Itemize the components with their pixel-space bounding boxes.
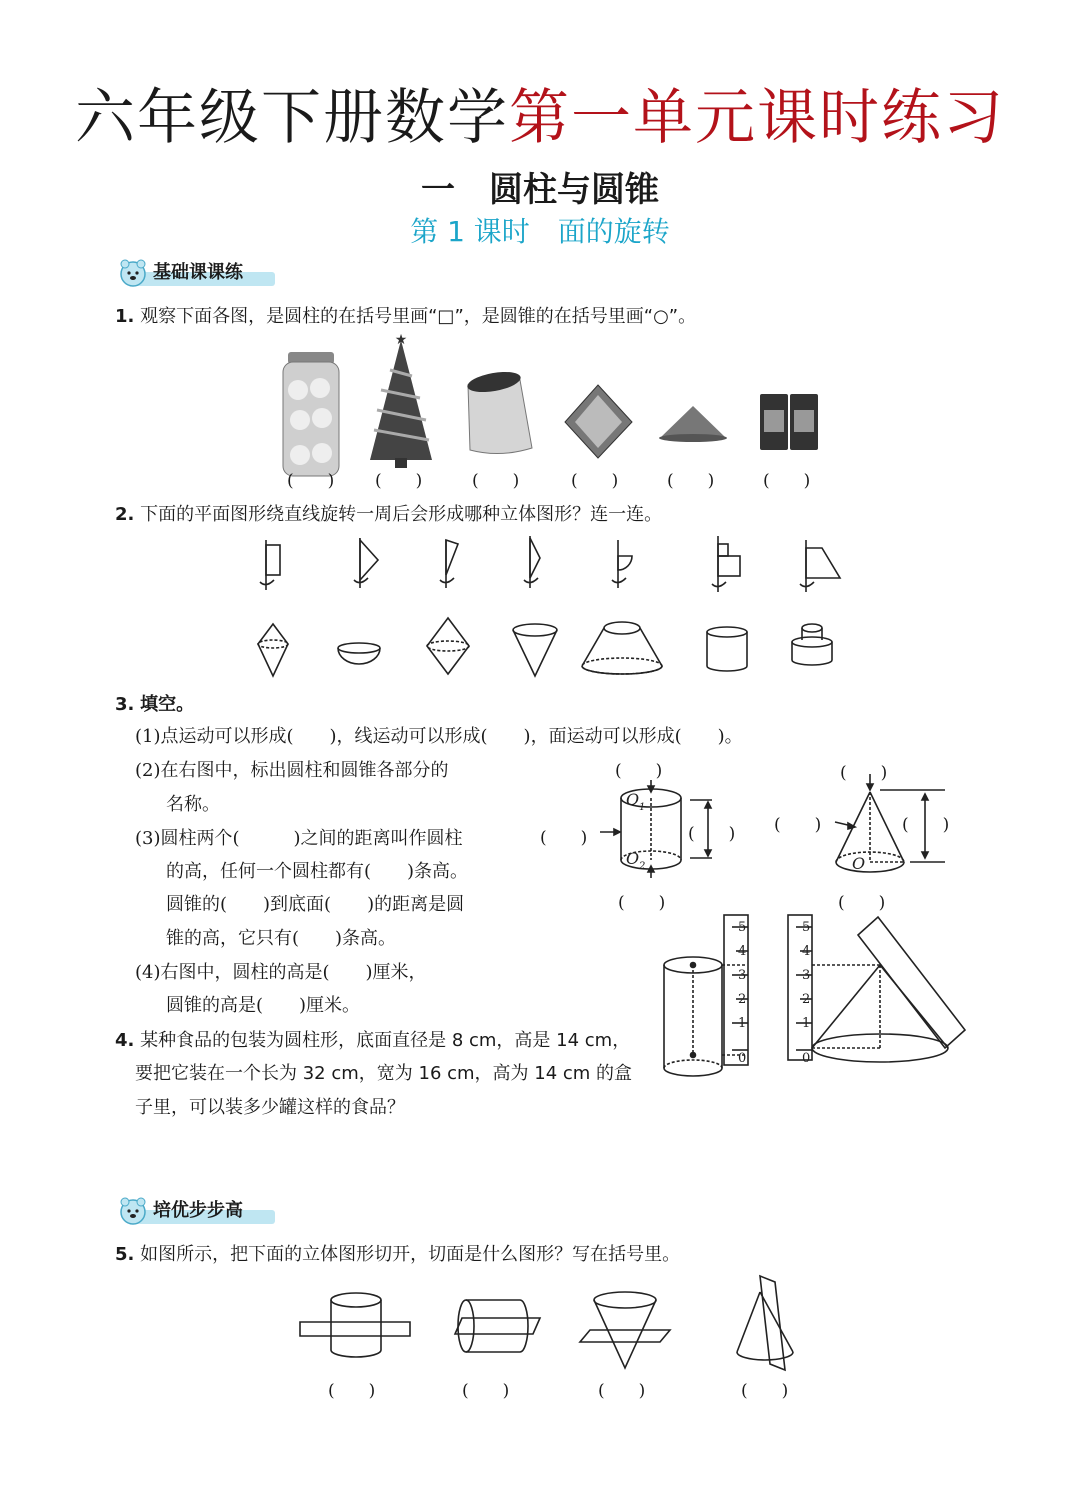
- cone-label-blank-bottom[interactable]: ( ): [838, 893, 886, 913]
- q3-part2-line1: (2)在右图中，标出圆柱和圆锥各部分的: [135, 760, 449, 781]
- ruler1-mark-1: 1: [738, 1016, 747, 1031]
- ruler2-mark-5: 5: [802, 920, 811, 935]
- ruler1-mark-2: 2: [738, 992, 747, 1007]
- cut-cylinder-side: [455, 1300, 540, 1352]
- q1-blank-2[interactable]: ( ): [375, 471, 423, 491]
- q3-number: 3.: [115, 694, 135, 715]
- cone-label-blank-top[interactable]: ( ): [840, 763, 888, 783]
- title-unit-practice: 第一单元课时练习: [509, 83, 1005, 153]
- plane-step: [712, 536, 740, 592]
- ruler2-mark-3: 3: [802, 968, 811, 983]
- q5-prompt: [115, 1240, 680, 1266]
- plane-rectangle: [260, 540, 280, 590]
- q3-part4-line1: (4)右图中，圆柱的高是( )厘米，: [135, 962, 427, 983]
- section-label-basic: 基础课课练: [153, 262, 243, 283]
- q2-figures: [0, 530, 1080, 710]
- section-badge-basic: [115, 258, 285, 288]
- q3-prompt: [115, 690, 194, 716]
- page-title: [0, 70, 1080, 156]
- ruler-cylinder: [724, 915, 748, 1065]
- ruler-slanted: [858, 917, 965, 1048]
- q3-title: 填空。: [140, 694, 195, 715]
- label-o1: O: [626, 790, 640, 809]
- plane-triangle-left: [440, 540, 458, 588]
- ruler1-mark-0: 0: [738, 1051, 747, 1066]
- ruler2-mark-4: 4: [802, 944, 811, 959]
- q2-text: 下面的平面图形绕直线旋转一周后会形成哪种立体图形？连一连。: [140, 504, 663, 525]
- ruler2-mark-2: 2: [802, 992, 811, 1007]
- plane-quarter-circle: [612, 540, 632, 588]
- cyl-label-blank-right[interactable]: ( ): [688, 824, 736, 844]
- q1-blank-1[interactable]: ( ): [287, 471, 335, 491]
- svg-text:★: ★: [394, 332, 408, 348]
- tea-cans-picture: [760, 394, 818, 450]
- hat-picture: [659, 406, 727, 442]
- ruler1-mark-5: 5: [738, 920, 747, 935]
- q2-number: 2.: [115, 504, 135, 525]
- q4-number: 4.: [115, 1030, 135, 1051]
- q5-number: 5.: [115, 1244, 135, 1265]
- diamond-picture: [565, 385, 632, 458]
- q5-blank-4[interactable]: ( ): [741, 1381, 789, 1401]
- ruler2-mark-0: 0: [802, 1051, 811, 1066]
- q5-blank-2[interactable]: ( ): [462, 1381, 510, 1401]
- q5-text: 如图所示，把下面的立体图形切开，切面是什么图形？写在括号里。: [140, 1244, 681, 1265]
- q5-blank-1[interactable]: ( ): [328, 1381, 376, 1401]
- section-label-advanced: 培优步步高: [153, 1200, 243, 1221]
- q3-part3-line3: 圆锥的( )到底面( )的距离是圆: [166, 894, 465, 915]
- plane-kite: [524, 536, 540, 588]
- solid-cylinder: [707, 627, 747, 671]
- cyl-label-blank-left[interactable]: ( ): [540, 828, 588, 848]
- label-o: O: [852, 854, 866, 873]
- section-badge-advanced: [115, 1196, 285, 1226]
- cyl-label-blank-top[interactable]: ( ): [615, 761, 663, 781]
- jar-picture: [283, 352, 339, 476]
- q4-line2: 要把它装在一个长为 32 cm，宽为 16 cm，高为 14 cm 的盒: [135, 1063, 633, 1084]
- q1-number: 1.: [115, 306, 135, 327]
- label-o2-sub: 2: [639, 861, 646, 872]
- bear-icon: [115, 1196, 155, 1226]
- bear-icon: [115, 258, 155, 288]
- q3-part3-line4: 锥的高，它只有( )条高。: [166, 928, 397, 949]
- tree-picture: [370, 332, 432, 468]
- cone-label-blank-left[interactable]: ( ): [774, 815, 822, 835]
- ruler1-mark-4: 4: [738, 944, 747, 959]
- q1-blank-5[interactable]: ( ): [667, 471, 715, 491]
- q1-blank-4[interactable]: ( ): [571, 471, 619, 491]
- q5-figures: [0, 1270, 1080, 1430]
- solid-hemisphere: [338, 643, 380, 664]
- cyl-label-blank-bottom[interactable]: ( ): [618, 893, 666, 913]
- lesson-title: 第 1 课时 面的旋转: [410, 215, 670, 248]
- slant-tube-picture: [466, 368, 532, 453]
- solid-frustum: [582, 622, 662, 674]
- label-o2: O: [626, 849, 640, 868]
- cone-label-blank-right[interactable]: ( ): [902, 815, 950, 835]
- q1-prompt: [115, 302, 696, 328]
- plane-trapezoid: [800, 540, 840, 592]
- solid-double-cone: [258, 624, 288, 676]
- q1-blank-6[interactable]: ( ): [763, 471, 811, 491]
- q4-line1: 某种食品的包装为圆柱形，底面直径是 8 cm，高是 14 cm，: [140, 1030, 631, 1051]
- ruler-cone: [788, 915, 812, 1060]
- q3-part1: (1)点运动可以形成( )，线运动可以形成( )，面运动可以形成( )。: [135, 726, 743, 747]
- q1-text: 观察下面各图，是圆柱的在括号里画“□”，是圆锥的在括号里画“○”。: [140, 306, 697, 327]
- q4-line3: 子里，可以装多少罐这样的食品？: [135, 1097, 405, 1118]
- ruler1-mark-3: 3: [738, 968, 747, 983]
- cut-cone-vertical: [737, 1276, 793, 1370]
- solid-diamond-cone: [427, 618, 469, 674]
- q4-prompt: [115, 1026, 630, 1052]
- label-o1-sub: 1: [639, 802, 646, 813]
- plane-right-triangle: [354, 538, 378, 588]
- q3-part4-line2: 圆锥的高是( )厘米。: [166, 995, 361, 1016]
- cut-cylinder-horizontal: [300, 1293, 410, 1357]
- unit-title: 一 圆柱与圆锥: [421, 170, 659, 210]
- q3-part2-line2: 名称。: [166, 794, 220, 815]
- solid-cone-inverted: [513, 624, 557, 676]
- title-grade: 六年级下册数学: [75, 83, 509, 153]
- solid-stacked-cylinder: [792, 624, 832, 665]
- q3-part3-line2: 的高，任何一个圆柱都有( )条高。: [166, 861, 469, 882]
- q2-prompt: [115, 500, 662, 526]
- q1-blank-3[interactable]: ( ): [472, 471, 520, 491]
- q3-part3-line1: (3)圆柱两个( )之间的距离叫作圆柱: [135, 828, 463, 849]
- measured-cone: [812, 965, 948, 1062]
- ruler2-mark-1: 1: [802, 1016, 811, 1031]
- q5-blank-3[interactable]: ( ): [598, 1381, 646, 1401]
- cut-cone-inverted: [580, 1292, 670, 1368]
